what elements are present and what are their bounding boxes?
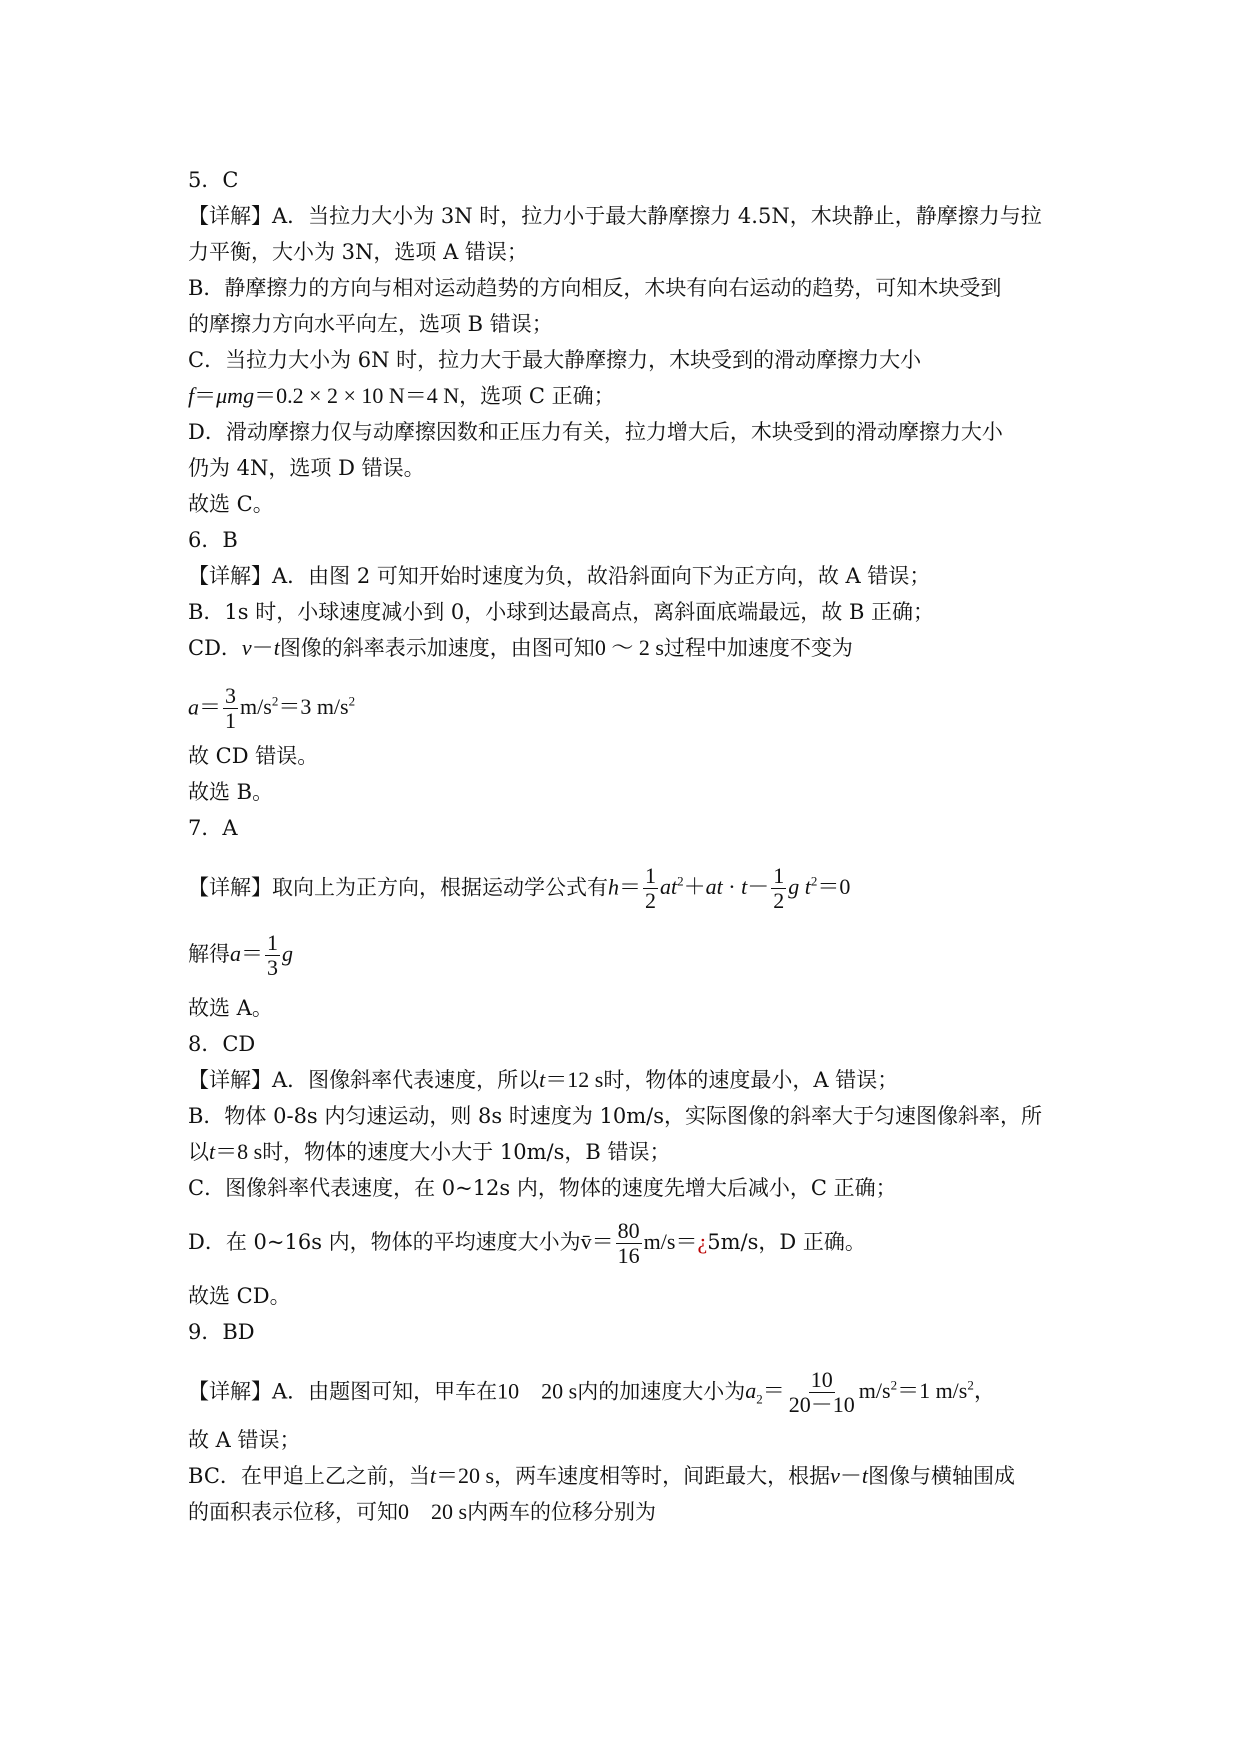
q5-line-7: D．滑动摩擦力仅与动摩擦因数和正压力有关，拉力增大后，木块受到的滑动摩擦力大小 <box>188 420 1003 444</box>
q5-line-9: 故选 C。 <box>188 492 274 516</box>
q8-line-6: 故选 CD。 <box>188 1284 291 1308</box>
q9-line-4: 的面积表示位移，可知0 20 s内两车的位移分别为 <box>188 1499 657 1524</box>
q5-line-8: 仍为 4N，选项 D 错误。 <box>188 456 425 480</box>
q6-line-1: 【详解】A．由图 2 可知开始时速度为负，故沿斜面向下为正方向，故 A 错误； <box>188 564 931 588</box>
q9-line-1: 【详解】A．由题图可知，甲车在10 20 s内的加速度大小为$a_2=$ $\frac{10}{20-10}$ $m/s^2=1$ $m/s^2$， <box>188 1367 996 1418</box>
q5-line-1: 【详解】A．当拉力大小为 3N 时，拉力小于最大静摩擦力 4.5N，木块静止，静摩擦力与拉 <box>188 204 1042 228</box>
fraction-3-over-1: $\frac{3}{1}$ <box>225 683 237 734</box>
q5-line-2: 力平衡，大小为 3N，选项 A 错误； <box>188 240 528 264</box>
q6-line-3: CD．v－t图像的斜率表示加速度，由图可知0 ～ 2 s过程中加速度不变为 <box>188 635 853 660</box>
kinematics-formula: h＝ <box>608 874 642 900</box>
q5-line-5: C．当拉力大小为 6N 时，拉力大于最大静摩擦力，木块受到的滑动摩擦力大小 <box>188 348 922 372</box>
solution-formula: a＝ <box>230 941 264 966</box>
q5-answer: 5．C <box>188 168 239 192</box>
q9-line-3: BC．在甲追上乙之前，当t＝20 s，两车速度相等时，间距最大，根据v－t图像与横轴围成 <box>188 1463 1015 1488</box>
q6-answer: 6．B <box>188 528 238 552</box>
q7-line-1: 【详解】取向上为正方向，根据运动学公式有h＝ $\frac{1}{2}$ $at^2+at \cdot t-$ $\frac{1}{2}$ g $t^2=0$ <box>188 863 851 914</box>
acceleration-formula: a＝ <box>188 694 222 720</box>
vt-symbol: v－t <box>241 635 280 660</box>
q5-line-3: B．静摩擦力的方向与相对运动趋势的方向相反，木块有向右运动的趋势，可知木块受到 <box>188 276 1002 300</box>
q7-line-3: 故选 A。 <box>188 996 273 1020</box>
answer-page <box>188 162 1068 1530</box>
q5-line-4: 的摩擦力方向水平向左，选项 B 错误； <box>188 312 553 336</box>
q6-line-5: 故 CD 错误。 <box>188 744 319 768</box>
q7-line-2: 解得a＝ $\frac{1}{3}$ g <box>188 930 294 980</box>
q6-line-2: B．1s 时，小球速度减小到 0，小球到达最高点，离斜面底端最远，故 B 正确； <box>188 600 935 624</box>
q8-line-4: C．图像斜率代表速度，在 0~12s 内，物体的速度先增大后减小，C 正确； <box>188 1176 897 1200</box>
q8-line-2: B．物体 0-8s 内匀速运动，则 8s 时速度为 10m/s，实际图像的斜率大于匀速图像斜率，所 <box>188 1104 1043 1128</box>
q8-line-5: D．在 0~16s 内，物体的平均速度大小为v̄＝ $\frac{80}{16}$ m/s＝¿5m/s，D 正确。 <box>188 1218 866 1268</box>
q6-line-6: 故选 B。 <box>188 780 274 804</box>
friction-formula: f＝μmg＝0.2 × 2 × 10 N＝4 N <box>188 383 460 408</box>
q5-line-6: f＝μmg＝0.2 × 2 × 10 N＝4 N，选项 C 正确； <box>188 383 615 408</box>
q7-answer: 7．A <box>188 816 238 840</box>
q9-answer: 9．BD <box>188 1320 255 1344</box>
average-velocity-formula: v̄＝ <box>580 1229 614 1254</box>
q8-answer: 8．CD <box>188 1032 256 1056</box>
q6-formula-line: a＝ $\frac{3}{1}$ $m/s^2=3$ $m/s^2$ <box>188 683 356 734</box>
q8-line-3: 以t＝8 s时，物体的速度大小大于 10m/s，B 错误； <box>188 1139 671 1164</box>
time-range: 0 ～ 2 s <box>594 635 664 660</box>
q8-line-1: 【详解】A．图像斜率代表速度，所以t＝12 s时，物体的速度最小，A 错误； <box>188 1067 899 1092</box>
q9-line-2: 故 A 错误； <box>188 1428 301 1452</box>
